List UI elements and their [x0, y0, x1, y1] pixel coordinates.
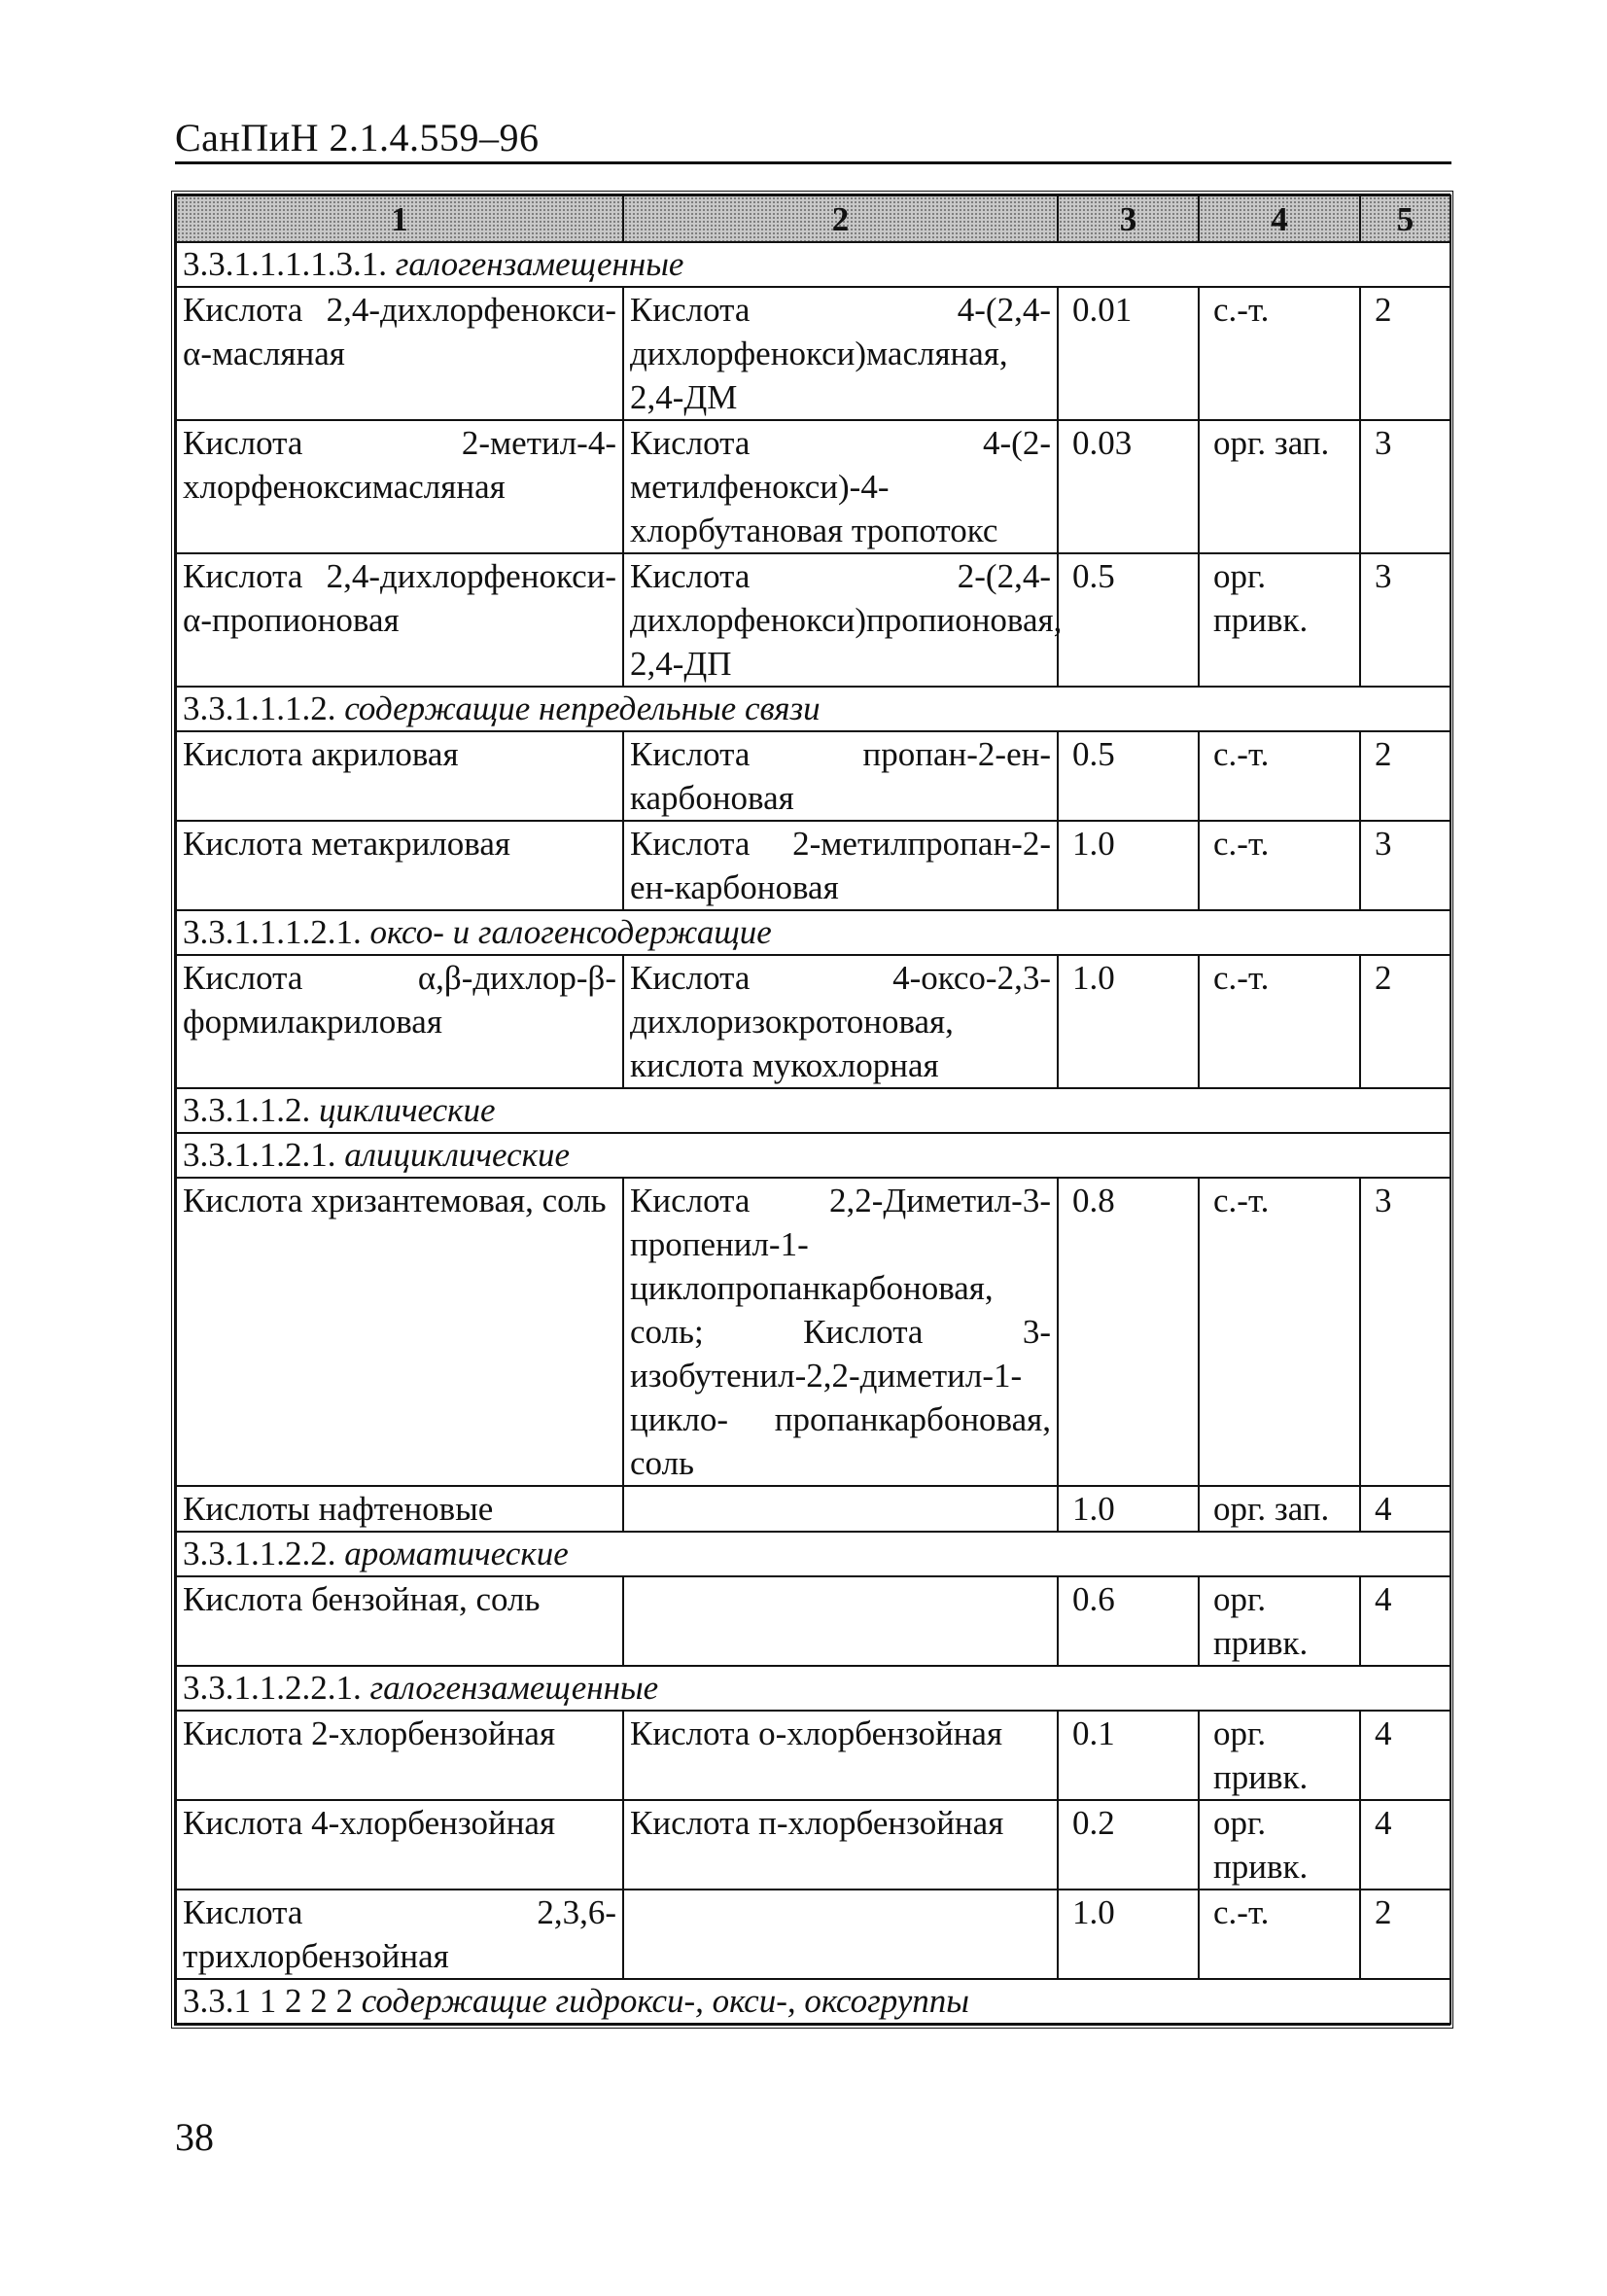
standard-value-cell: 1.0	[1058, 1890, 1199, 1979]
section-heading	[176, 242, 1450, 287]
section-heading	[176, 910, 1450, 955]
table-row	[176, 1711, 1450, 1800]
section-number: 3.3.1.1.2.2.1.	[183, 1669, 362, 1707]
table-row	[176, 1178, 1450, 1486]
table-row	[176, 553, 1450, 687]
section-heading	[176, 1666, 1450, 1711]
section-heading	[176, 687, 1450, 731]
standard-value-cell: 1.0	[1058, 821, 1199, 910]
hazard-class-cell: 4	[1360, 1576, 1450, 1666]
hazard-class-cell: 2	[1360, 731, 1450, 821]
section-title: алициклические	[344, 1136, 571, 1174]
section-title: галогензамещенные	[369, 1669, 659, 1707]
section-number: 3.3.1.1.1.2.1.	[183, 913, 362, 951]
section-title: циклические	[319, 1091, 496, 1129]
section-heading	[176, 1088, 1450, 1133]
document-header: СанПиН 2.1.4.559–96	[175, 116, 540, 159]
section-heading	[176, 1133, 1450, 1178]
hazard-indicator-cell: с.-т.	[1199, 1890, 1360, 1979]
substance-name-cell: Кислота 2,3,6-трихлорбензойная	[176, 1890, 623, 1979]
synonym-cell: Кислота 2-(2,4-дихлорфенокси)пропионовая, 2,4-ДП	[623, 553, 1058, 687]
substance-name-cell: Кислота 2,4-дихлорфенокси-α-масляная	[176, 287, 623, 420]
table-row	[176, 420, 1450, 553]
section-heading-row	[176, 1088, 1450, 1133]
standard-value-cell: 0.1	[1058, 1711, 1199, 1800]
page-number: 38	[175, 2115, 214, 2159]
hazard-class-cell: 4	[1360, 1486, 1450, 1532]
section-number: 3.3.1 1 2 2 2	[183, 1982, 353, 2020]
table-row	[176, 731, 1450, 821]
hazard-indicator-cell: орг. привк.	[1199, 1576, 1360, 1666]
section-number: 3.3.1.1.1.1.3.1.	[183, 245, 387, 283]
substance-name-cell: Кислота хризантемовая, соль	[176, 1178, 623, 1486]
header-rule	[175, 161, 1451, 164]
table-row	[176, 955, 1450, 1088]
synonym-cell: Кислота 4-(2,4-дихлорфенокси)масляная, 2,4-ДМ	[623, 287, 1058, 420]
section-title: оксо- и галогенсодержащие	[369, 913, 772, 951]
hazard-class-cell: 3	[1360, 420, 1450, 553]
hazard-class-cell: 3	[1360, 553, 1450, 687]
section-number: 3.3.1.1.1.2.	[183, 689, 336, 727]
synonym-cell	[623, 1890, 1058, 1979]
section-heading	[176, 1979, 1450, 2024]
substance-name-cell: Кислота бензойная, соль	[176, 1576, 623, 1666]
section-heading-row	[176, 687, 1450, 731]
hazard-class-cell: 2	[1360, 287, 1450, 420]
column-header-2: 2	[623, 195, 1058, 242]
standard-value-cell: 1.0	[1058, 955, 1199, 1088]
section-number: 3.3.1.1.2.2.	[183, 1535, 336, 1572]
hazard-class-cell: 2	[1360, 955, 1450, 1088]
standard-value-cell: 0.01	[1058, 287, 1199, 420]
synonym-cell: Кислота пропан-2-ен- карбоновая	[623, 731, 1058, 821]
substance-name-cell: Кислота 2-метил-4-хлорфеноксимасляная	[176, 420, 623, 553]
table-row	[176, 1800, 1450, 1890]
synonym-cell: Кислота о-хлорбензойная	[623, 1711, 1058, 1800]
synonym-cell	[623, 1486, 1058, 1532]
synonym-cell	[623, 1576, 1058, 1666]
table-row	[176, 821, 1450, 910]
standard-value-cell: 0.5	[1058, 553, 1199, 687]
synonym-cell: Кислота 4-оксо-2,3-дихлоризокротоновая, кислота мукохлорная	[623, 955, 1058, 1088]
section-number: 3.3.1.1.2.1.	[183, 1136, 336, 1174]
standard-value-cell: 0.03	[1058, 420, 1199, 553]
substance-name-cell: Кислота 2-хлорбензойная	[176, 1711, 623, 1800]
column-header-1: 1	[176, 195, 623, 242]
section-heading-row	[176, 242, 1450, 287]
column-header-5: 5	[1360, 195, 1450, 242]
substance-name-cell: Кислота 2,4-дихлорфенокси-α-пропионовая	[176, 553, 623, 687]
section-title: содержащие непредельные связи	[344, 689, 821, 727]
substance-name-cell: Кислота метакриловая	[176, 821, 623, 910]
standard-value-cell: 0.2	[1058, 1800, 1199, 1890]
hazard-indicator-cell: орг. зап.	[1199, 420, 1360, 553]
hazard-indicator-cell: с.-т.	[1199, 731, 1360, 821]
substance-name-cell: Кислоты нафтеновые	[176, 1486, 623, 1532]
table-header-row	[176, 195, 1450, 242]
section-heading-row	[176, 1532, 1450, 1576]
hazard-class-cell: 3	[1360, 821, 1450, 910]
synonym-cell: Кислота 2-метилпропан-2-ен-карбоновая	[623, 821, 1058, 910]
section-heading-row	[176, 1133, 1450, 1178]
hazard-indicator-cell: орг. зап.	[1199, 1486, 1360, 1532]
section-heading-row	[176, 1979, 1450, 2024]
table-row	[176, 287, 1450, 420]
standard-value-cell: 0.5	[1058, 731, 1199, 821]
hazard-class-cell: 3	[1360, 1178, 1450, 1486]
hazard-class-cell: 4	[1360, 1711, 1450, 1800]
substance-name-cell: Кислота акриловая	[176, 731, 623, 821]
hazard-indicator-cell: с.-т.	[1199, 821, 1360, 910]
section-heading-row	[176, 910, 1450, 955]
standard-value-cell: 1.0	[1058, 1486, 1199, 1532]
table-row	[176, 1890, 1450, 1979]
hazard-indicator-cell: орг. привк.	[1199, 553, 1360, 687]
section-title: галогензамещенные	[395, 245, 684, 283]
substance-name-cell: Кислота 4-хлорбензойная	[176, 1800, 623, 1890]
section-heading	[176, 1532, 1450, 1576]
hazard-indicator-cell: орг. привк.	[1199, 1800, 1360, 1890]
substances-table	[171, 191, 1453, 2029]
section-heading-row	[176, 1666, 1450, 1711]
hazard-class-cell: 4	[1360, 1800, 1450, 1890]
hazard-indicator-cell: орг. привк.	[1199, 1711, 1360, 1800]
table-row	[176, 1576, 1450, 1666]
standard-value-cell: 0.6	[1058, 1576, 1199, 1666]
section-title: содержащие гидрокси-, окси-, оксогруппы	[361, 1982, 969, 2020]
hazard-class-cell: 2	[1360, 1890, 1450, 1979]
hazard-indicator-cell: с.-т.	[1199, 955, 1360, 1088]
section-number: 3.3.1.1.2.	[183, 1091, 311, 1129]
standard-value-cell: 0.8	[1058, 1178, 1199, 1486]
table-row	[176, 1486, 1450, 1532]
synonym-cell: Кислота п-хлорбензойная	[623, 1800, 1058, 1890]
synonym-cell: Кислота 2,2-Диметил-3-пропенил-1-циклопропанкарбоновая, соль; Кислота 3-изобутенил-2,2-диметил-1-цикло- пропанкарбоновая, соль	[623, 1178, 1058, 1486]
section-title: ароматические	[344, 1535, 569, 1572]
column-header-4: 4	[1199, 195, 1360, 242]
hazard-indicator-cell: с.-т.	[1199, 1178, 1360, 1486]
column-header-3: 3	[1058, 195, 1199, 242]
synonym-cell: Кислота 4-(2-метилфенокси)-4-хлорбутановая тропотокс	[623, 420, 1058, 553]
substance-name-cell: Кислота α,β-дихлор-β-формилакриловая	[176, 955, 623, 1088]
hazard-indicator-cell: с.-т.	[1199, 287, 1360, 420]
